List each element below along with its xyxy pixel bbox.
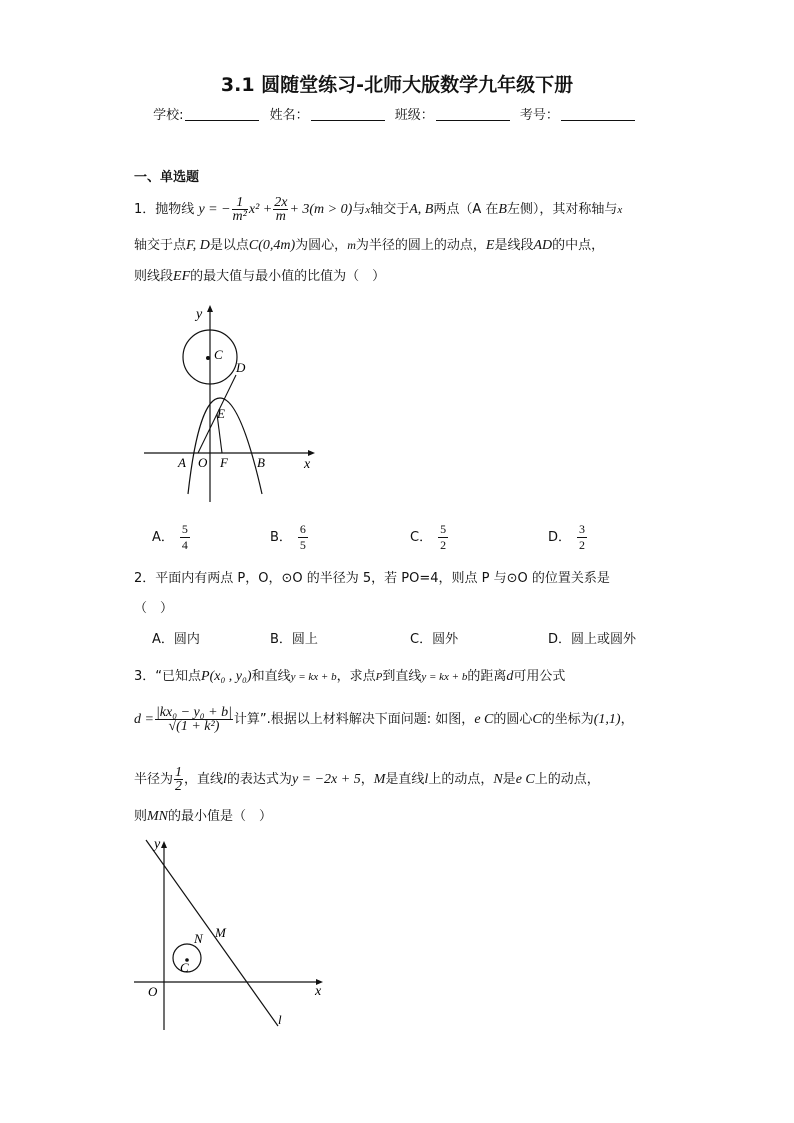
q3-line4: 则MN的最小值是（ ） <box>134 809 273 824</box>
q2-line1: 2．平面内有两点 P，O，⊙O 的半径为 5，若 PO=4，则点 P 与⊙O 的位置关系是 <box>134 571 610 586</box>
q2-line2: （ ） <box>134 601 174 616</box>
exam-no-field[interactable] <box>561 108 635 121</box>
class-label: 班级： <box>394 108 434 123</box>
school-field[interactable] <box>185 108 259 121</box>
q1-label-b: B <box>257 455 265 470</box>
exam-no-label: 考号： <box>519 108 559 123</box>
q1-label-a: A <box>178 455 186 470</box>
q1-label-d: D <box>236 360 246 375</box>
page-title: 3.1 圆随堂练习-北师大版数学九年级下册 <box>220 74 574 96</box>
q3-line1: 3．“已知点P(x₀ , y₀)和直线y = kx + b，求点P到直线y = kx + b的距离d可用公式 <box>134 669 566 684</box>
student-info-line <box>0 104 794 123</box>
q3-half-fraction: $\frac{1}{2}$ <box>175 765 183 794</box>
q2-option-c[interactable]: C．圆外 <box>410 632 459 647</box>
q3-distance-formula: $\frac{\text{|kx₀ − y₀ + b|}}{\text{√(1 + k²)}}$ <box>155 705 232 734</box>
q1-line3: 则线段EF的最大值与最小值的比值为（ ） <box>134 269 386 284</box>
q3-line-l <box>146 840 278 1026</box>
q2-option-a[interactable]: A．圆内 <box>152 632 200 647</box>
q1-label-f: F <box>220 455 228 470</box>
q1-option-c[interactable]: C． $\frac{5}{2}$ <box>410 522 447 552</box>
q1-option-a[interactable]: A． $\frac{5}{4}$ <box>152 522 188 552</box>
q1-parabola <box>188 398 262 494</box>
q1-label-o: O <box>198 455 208 470</box>
q1-line1: 1．抛物线 y = − $\frac{1}{\text{m²}}$ x² + $\frac{2x}{m}$ + 3(m > 0)与x轴交于A, B两点（A 在B左侧），其对称轴与x <box>134 195 623 224</box>
name-label: 姓名： <box>269 108 309 123</box>
q1-label-y: y <box>196 307 203 322</box>
q3-label-l: l <box>278 1012 282 1027</box>
q1-option-d[interactable]: D． $\frac{3}{2}$ <box>548 522 586 552</box>
class-field[interactable] <box>436 108 510 121</box>
q3-line3: 半径为 $\frac{1}{2}$ ，直线l的表达式为y = −2x + 5，M是直线l上的动点，N是e C上的动点， <box>134 765 600 794</box>
q3-label-x: x <box>315 984 322 999</box>
q1-figure <box>140 302 340 504</box>
q2-option-d[interactable]: D．圆上或圆外 <box>548 632 637 647</box>
q3-y-axis-arrow <box>161 841 167 848</box>
q1-fraction-1: $\frac{1}{\text{m²}}$ <box>232 195 247 224</box>
name-field[interactable] <box>311 108 385 121</box>
q1-y-axis-arrow <box>207 305 213 312</box>
q2-option-b[interactable]: B．圆上 <box>270 632 318 647</box>
q3-figure <box>132 836 332 1032</box>
q1-label-x: x <box>304 457 311 472</box>
q1-line2: 轴交于点F, D是以点C(0,4m)为圆心，m为半径的圆上的动点，E是线段AD的中点， <box>134 238 605 253</box>
section-heading: 一、单选题 <box>134 170 200 185</box>
q1-label-e: E <box>217 406 225 421</box>
q1-center-point <box>206 356 210 360</box>
q3-line2: d = $\frac{\text{|kx₀ − y₀ + b|}}{\text{√(1 + k²)}}$ 计算”.根据以上材料解决下面问题: 如图，e C的圆心C的坐标为(1,1)， <box>134 705 634 734</box>
school-label: 学校: <box>153 108 184 123</box>
q3-label-n: N <box>194 931 203 946</box>
q3-label-o: O <box>148 984 158 999</box>
q3-label-y: y <box>154 837 161 852</box>
q1-option-b[interactable]: B． $\frac{6}{5}$ <box>270 522 306 552</box>
q3-label-c: C <box>180 960 189 975</box>
q1-label-c: C <box>214 347 223 362</box>
q1-fraction-2: $\frac{2x}{m}$ <box>274 195 288 224</box>
q1-x-axis-arrow <box>308 450 315 456</box>
q3-label-m: M <box>215 925 226 940</box>
